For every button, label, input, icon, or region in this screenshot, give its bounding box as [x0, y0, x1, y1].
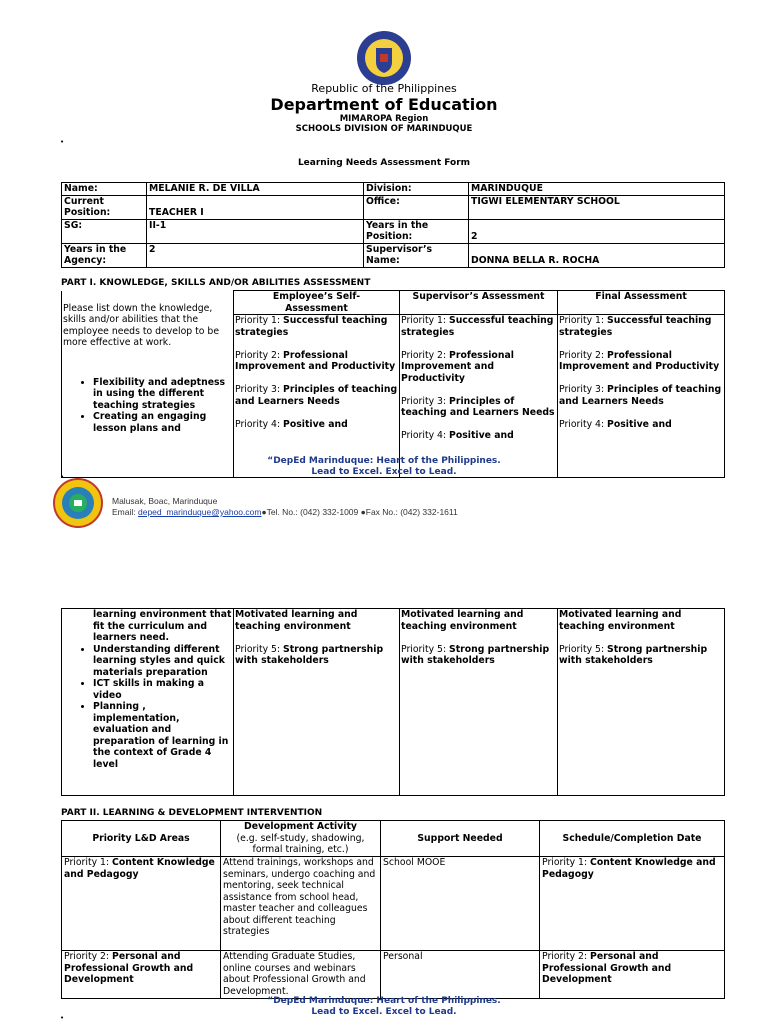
- activity-cell: Attend trainings, workshops and seminars, undergo coaching and mentoring, seek technical assistance from school head, master teacher and colleagues about different teaching strategies: [221, 857, 381, 951]
- position-value: TEACHER I: [147, 195, 364, 219]
- instruction-cell: [62, 302, 234, 478]
- table-row: [62, 243, 725, 267]
- deped-seal-logo: [356, 30, 412, 86]
- deped-marinduque-logo: [53, 478, 103, 528]
- skills-list: [63, 644, 232, 771]
- table-row: [62, 951, 725, 999]
- self-assessment-cell: Priority 1: Successful teaching strategies Priority 2: Professional Improvement and Productivity Priority 3: Principles of teaching and Learners Needs Priority 4: Positive and: [234, 315, 400, 478]
- skills-list: [63, 377, 232, 435]
- name-value: MELANIE R. DE VILLA: [147, 183, 364, 196]
- schedule-cell: Priority 2: Personal and Professional Growth and Development: [540, 951, 725, 999]
- employee-info-table: [61, 182, 725, 268]
- final-assessment-cell: Motivated learning and teaching environment Priority 5: Strong partnership with stakeholders: [558, 609, 725, 796]
- sg-label: SG:: [62, 219, 147, 243]
- email-link[interactable]: deped_marinduque@yahoo.com: [137, 507, 262, 517]
- supervisor-value: DONNA BELLA R. ROCHA: [469, 243, 725, 267]
- table-row: [62, 315, 725, 478]
- name-label: Name:: [62, 183, 147, 196]
- assessment-table-continued: [61, 608, 725, 796]
- support-cell: School MOOE: [381, 857, 540, 951]
- position-label: Current Position:: [62, 195, 147, 219]
- table-row: [62, 609, 725, 796]
- part1-title: PART I. KNOWLEDGE, SKILLS AND/OR ABILITIES ASSESSMENT: [61, 278, 371, 288]
- footer-motto: “DepEd Marinduque: Heart of the Philippines. Lead to Excel. Excel to Lead.: [267, 996, 501, 1017]
- list-item: • ICT skills in making a video: [93, 678, 232, 701]
- support-cell: Personal: [381, 951, 540, 999]
- years-agency-label: Years in the Agency:: [62, 243, 147, 267]
- bullet-mark: •: [60, 1014, 65, 1022]
- division-line: SCHOOLS DIVISION OF MARINDUQUE: [295, 124, 473, 134]
- col-self-assessment: Employee’s Self- Assessment: [234, 291, 400, 315]
- area-cell: Priority 2: Personal and Professional Growth and Development: [62, 951, 221, 999]
- list-item: • Creating an engaging lesson plans and: [93, 411, 232, 434]
- table-row: [62, 183, 725, 196]
- division-value: MARINDUQUE: [469, 183, 725, 196]
- list-item: • Planning , implementation, evaluation and preparation of learning in the context of Grade 4 level: [93, 701, 232, 770]
- bullet-mark: •: [60, 138, 65, 146]
- table-row: [62, 219, 725, 243]
- department-title: Department of Education: [270, 95, 498, 114]
- col-schedule: Schedule/Completion Date: [540, 821, 725, 857]
- supervisor-assessment-cell: Priority 1: Successful teaching strategies Priority 2: Professional Improvement and Productivity Priority 3: Principles of teaching and Learners Needs Priority 4: Positive and: [400, 315, 558, 478]
- list-item: • Flexibility and adeptness in using the different teaching strategies: [93, 377, 232, 412]
- instruction-text: Please list down the knowledge, skills and/or abilities that the employee needs to develop to be more effective at work.: [63, 302, 220, 348]
- address-line: Malusak, Boac, Marinduque: [112, 496, 218, 506]
- republic-line: Republic of the Philippines: [311, 82, 457, 95]
- col-priority-areas: Priority L&D Areas: [62, 821, 221, 857]
- sg-value: II-1: [147, 219, 364, 243]
- footer-motto: “DepEd Marinduque: Heart of the Philippines. Lead to Excel. Excel to Lead.: [267, 456, 501, 477]
- assessment-table: [61, 290, 725, 478]
- years-position-label: Years in the Position:: [364, 219, 469, 243]
- ld-intervention-table: [61, 820, 725, 999]
- footer-address: Malusak, Boac, Marinduque Email: deped_marinduque@yahoo.com●Tel. No.: (042) 332-1009 ●Fax No.: (042) 332-1611: [112, 496, 458, 517]
- col-supervisor-assessment: Supervisor’s Assessment: [400, 291, 558, 315]
- area-cell: Priority 1: Content Knowledge and Pedagogy: [62, 857, 221, 951]
- office-value: TIGWI ELEMENTARY SCHOOL: [469, 195, 725, 219]
- division-label: Division:: [364, 183, 469, 196]
- activity-cell: Attending Graduate Studies, online courses and webinars about Professional Growth and Development.: [221, 951, 381, 999]
- bullet-mark: •: [60, 473, 65, 481]
- years-agency-value: 2: [147, 243, 364, 267]
- self-assessment-cell: Motivated learning and teaching environment Priority 5: Strong partnership with stakeholders: [234, 609, 400, 796]
- office-label: Office:: [364, 195, 469, 219]
- years-position-value: 2: [469, 219, 725, 243]
- skills-cell: learning environment that fit the curriculum and learners need. • Understanding different learning styles and quick materials preparation • ICT skills in making a video • Planning , implementation, evaluation and preparation of learning in the context of Grade 4 level: [62, 609, 234, 796]
- part2-title: PART II. LEARNING & DEVELOPMENT INTERVENTION: [61, 808, 323, 818]
- final-assessment-cell: Priority 1: Successful teaching strategies Priority 2: Professional Improvement and Productivity Priority 3: Principles of teaching and Learners Needs Priority 4: Positive and: [558, 315, 725, 478]
- region-line: MIMAROPA Region: [339, 114, 429, 124]
- table-row: [62, 857, 725, 951]
- table-row: [62, 195, 725, 219]
- col-support-needed: Support Needed: [381, 821, 540, 857]
- supervisor-assessment-cell: Motivated learning and teaching environment Priority 5: Strong partnership with stakeholders: [400, 609, 558, 796]
- col-development-activity: Development Activity (e.g. self-study, shadowing, formal training, etc.): [221, 821, 381, 857]
- schedule-cell: Priority 1: Content Knowledge and Pedagogy: [540, 857, 725, 951]
- table-row: [62, 821, 725, 857]
- list-item: • Understanding different learning styles and quick materials preparation: [93, 644, 232, 679]
- supervisor-label: Supervisor’s Name:: [364, 243, 469, 267]
- col-final-assessment: Final Assessment: [558, 291, 725, 315]
- form-title: Learning Needs Assessment Form: [297, 158, 471, 168]
